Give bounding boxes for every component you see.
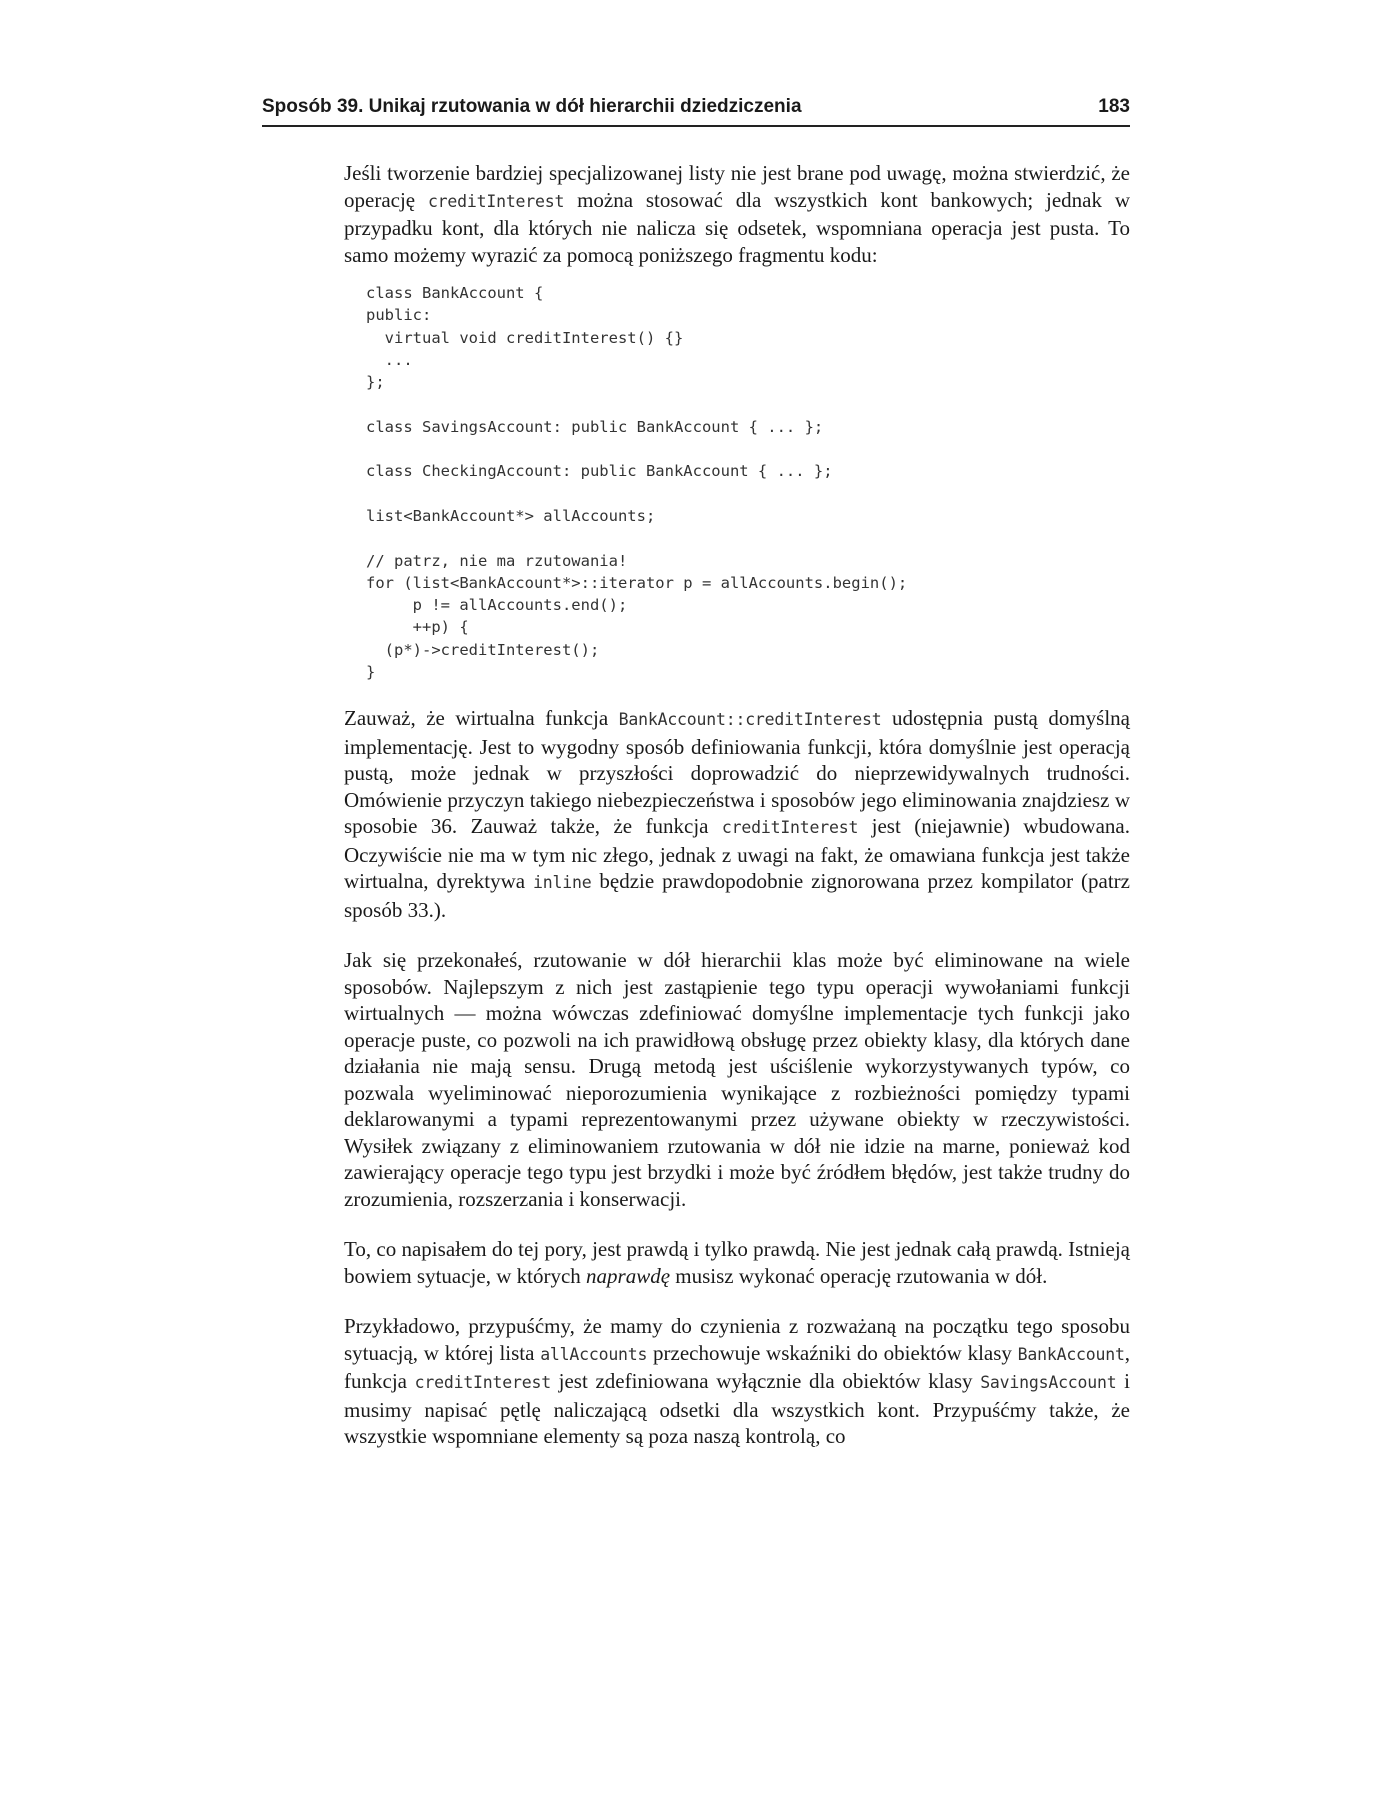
- header-title: Sposób 39. Unikaj rzutowania w dół hierarchii dziedziczenia: [262, 96, 802, 117]
- header-rule: [262, 125, 1130, 127]
- paragraph-2: Zauważ, że wirtualna funkcja BankAccount::creditInterest udostępnia pustą domyślną implementację. Jest to wygodny sposób definiowania funkcji, która domyślnie jest operacją pustą, może jednak w przyszłości doprowadzić do nieprzewidywalnych trudności. Omówienie przyczyn takiego niebezpieczeństwa i sposobów jego eliminowania znajdziesz w sposobie 36. Zauważ także, że funkcja creditInterest jest (niejawnie) wbudowana. Oczywiście nie ma w tym nic złego, jednak z uwagi na fakt, że omawiana funkcja jest także wirtualna, dyrektywa inline będzie prawdopodobnie zignorowana przez kompilator (patrz sposób 33.).: [344, 706, 1130, 922]
- running-header: [262, 96, 1130, 126]
- inline-code: creditInterest: [721, 818, 859, 838]
- inline-code: BankAccount::creditInterest: [618, 710, 882, 730]
- paragraph-3: Jak się przekonałeś, rzutowanie w dół hierarchii klas może być eliminowane na wiele sposobów. Najlepszym z nich jest zastąpienie tego typu operacji wywołaniami funkcji wirtualnych — można wówczas zdefiniować domyślne implementacje tych funkcji jako operacje puste, co pozwoli na ich prawidłową obsługę przez obiekty klasy, dla których dane działania nie mają sensu. Drugą metodą jest uściślenie wykorzystywanych typów, co pozwala wyeliminować nieporozumienia wynikające z rozbieżności pomiędzy typami deklarowanymi a typami reprezentowanymi przez używane obiekty w rzeczywistości. Wysiłek związany z eliminowaniem rzutowania w dół nie idzie na marne, ponieważ kod zawierający operacje tego typu jest brzydki i może być źródłem błędów, jest także trudny do zrozumienia, rozszerzania i konserwacji.: [344, 948, 1130, 1211]
- page-number: 183: [1098, 96, 1130, 117]
- emphasis: naprawdę: [586, 1263, 671, 1288]
- paragraph-5: Przykładowo, przypuśćmy, że mamy do czynienia z rozważaną na początku tego sposobu sytuacją, w której lista allAccounts przechowuje wskaźniki do obiektów klasy BankAccount, funkcja creditInterest jest zdefiniowana wyłącznie dla obiektów klasy SavingsAccount i musimy napisać pętlę naliczającą odsetki dla wszystkich kont. Przypuśćmy także, że wszystkie wspomniane elementy są poza naszą kontrolą, co: [344, 1314, 1130, 1449]
- inline-code: SavingsAccount: [980, 1373, 1117, 1393]
- inline-code: allAccounts: [540, 1344, 648, 1364]
- page-body: [344, 160, 1130, 1474]
- inline-code: inline: [533, 873, 592, 893]
- code-listing: class BankAccount { public: virtual void creditInterest() {} ... }; class SavingsAccount: public BankAccount { ... }; class CheckingAccount: public BankAccount { ... }; list<BankAccount*> allAccounts; // patrz, nie ma rzutowania! for (list<BankAccount*>::iterator p = allAccounts.begin(); p != allAccounts.end(); ++p) { (p*)->creditInterest(); }: [366, 284, 908, 682]
- paragraph-1: Jeśli tworzenie bardziej specjalizowanej listy nie jest brane pod uwagę, można stwierdzić, że operację creditInterest można stosować dla wszystkich kont bankowych; jednak w przypadku kont, dla których nie nalicza się odsetek, wspomniana operacja jest pusta. To samo możemy wyrazić za pomocą poniższego fragmentu kodu:: [344, 161, 1130, 267]
- paragraph-4: To, co napisałem do tej pory, jest prawdą i tylko prawdą. Nie jest jednak całą prawdą. Istnieją bowiem sytuacje, w których naprawdę musisz wykonać operację rzutowania w dół.: [344, 1237, 1130, 1288]
- inline-code: creditInterest: [414, 1373, 551, 1393]
- inline-code: creditInterest: [427, 191, 565, 211]
- inline-code: BankAccount: [1017, 1344, 1125, 1364]
